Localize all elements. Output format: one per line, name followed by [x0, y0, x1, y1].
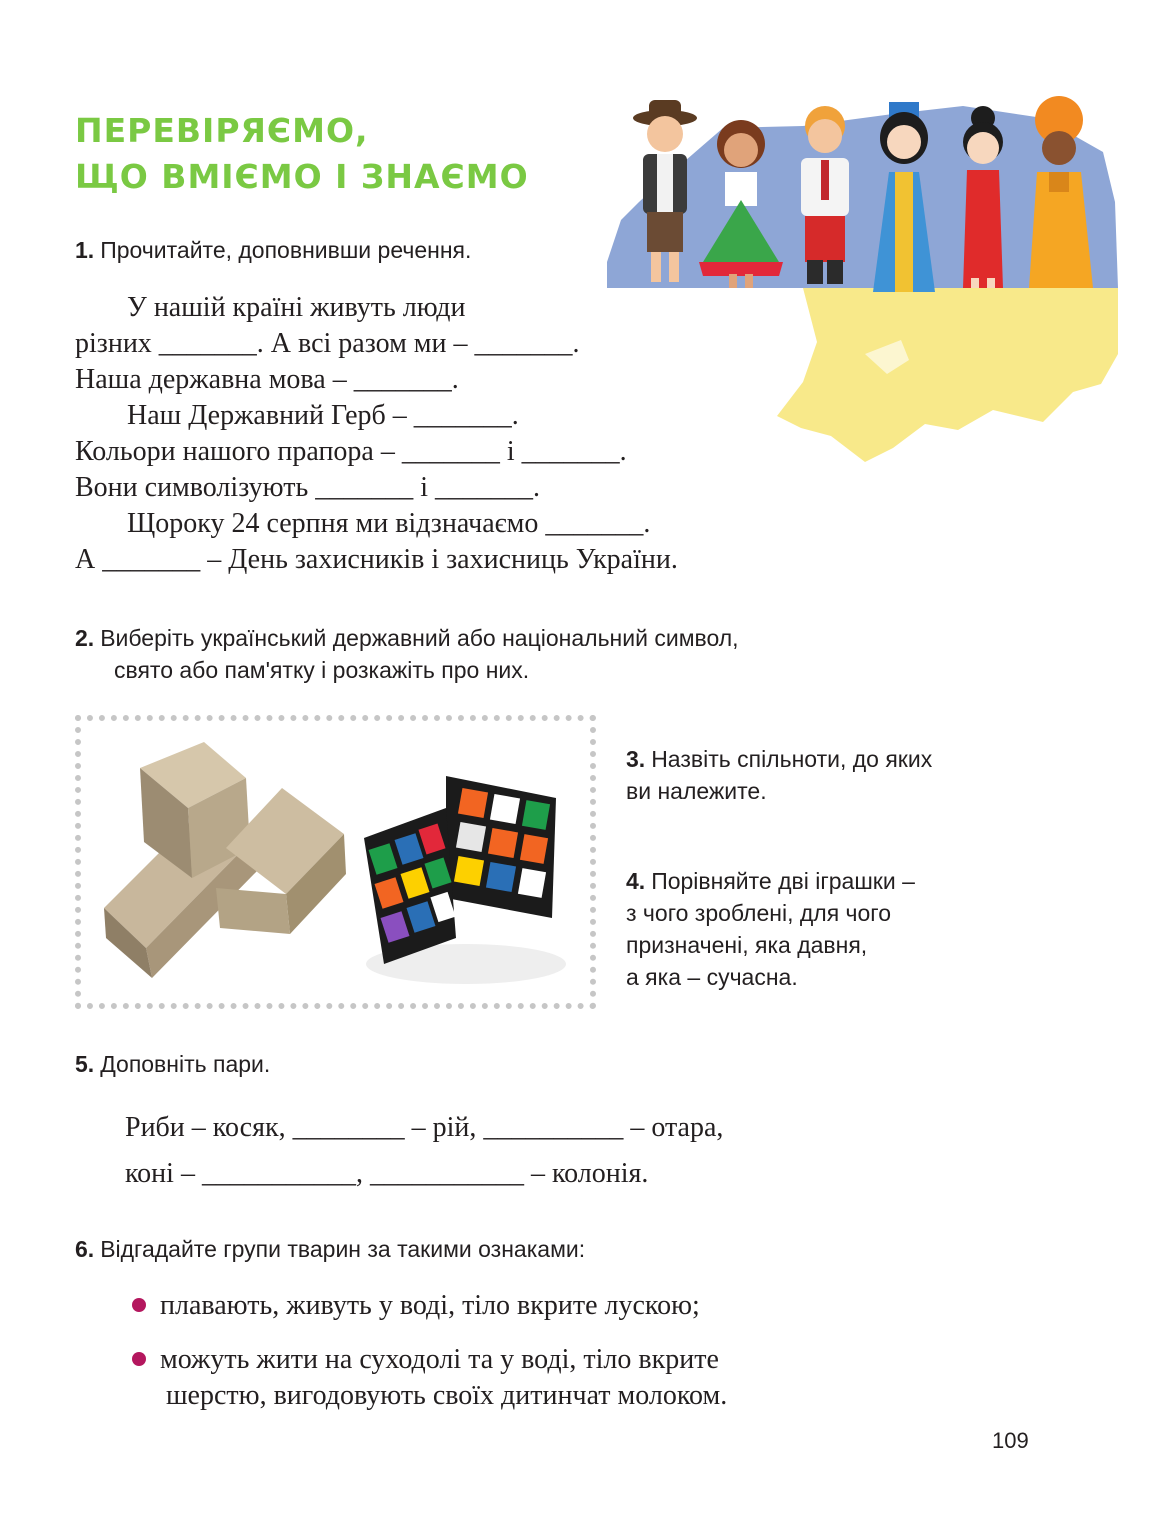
task-number: 6. — [75, 1236, 95, 1262]
sentence-line: Наша державна мова – _______. — [75, 364, 459, 395]
sentence-line: Кольори нашого прапора – _______ і _______. — [75, 436, 627, 467]
sentence-line: різних _______. А всі разом ми – _______. — [75, 328, 580, 359]
sentence-line: Вони символізують _______ і _______. — [75, 472, 540, 503]
task-5-pairs — [125, 1105, 723, 1197]
child-ukrainian-boy — [801, 106, 849, 284]
child-chinese-girl — [963, 106, 1003, 288]
task-4 — [626, 865, 915, 993]
sentence-line: Наш Державний Герб – _______. — [127, 400, 519, 431]
task-text: Доповніть пари. — [100, 1051, 271, 1077]
task-number: 3. — [626, 746, 646, 772]
task-text: ви належите. — [626, 778, 767, 804]
task-number: 5. — [75, 1051, 95, 1077]
task-6-bullets — [132, 1288, 727, 1414]
task-number: 4. — [626, 868, 646, 894]
task-text: з чого зроблені, для чого — [626, 900, 891, 926]
bullet-dot-icon — [132, 1298, 146, 1312]
task-text: а яка – сучасна. — [626, 964, 798, 990]
pairs-line: Риби – косяк, ________ – рій, __________ – отара, — [125, 1112, 724, 1143]
task-5 — [75, 1048, 270, 1080]
title-line-2: ЩО ВМІЄМО І ЗНАЄМО — [75, 157, 529, 196]
task-text: свято або пам'ятку і розкажіть про них. — [114, 657, 530, 683]
task-number: 1. — [75, 237, 95, 263]
task-text: Порівняйте дві іграшки – — [651, 868, 915, 894]
task-text: Назвіть спільноти, до яких — [651, 746, 933, 772]
bullet-text: плавають, живуть у воді, тіло вкрите лускою; — [160, 1290, 700, 1321]
bullet-dot-icon — [132, 1352, 146, 1366]
task-text: Відгадайте групи тварин за такими ознаками: — [100, 1236, 586, 1262]
task-text: Прочитайте, доповнивши речення. — [100, 237, 472, 263]
rubiks-cube-image — [356, 768, 566, 990]
page-number: 109 — [992, 1428, 1029, 1453]
task-1-sentences — [75, 290, 678, 578]
task-number: 2. — [75, 625, 95, 651]
task-2 — [75, 622, 739, 686]
bullet-text: шерстю, вигодовують своїх дитинчат молоком. — [166, 1380, 728, 1411]
sentence-line: А _______ – День захисників і захисниць України. — [75, 544, 678, 575]
page-title — [75, 108, 529, 200]
pairs-line: коні – ___________, ___________ – колонія. — [125, 1158, 649, 1189]
bullet-item — [132, 1288, 727, 1324]
task-text: Виберіть український державний або національний символ, — [100, 625, 739, 651]
wooden-puzzle-image — [96, 738, 352, 992]
children-map-illustration — [603, 92, 1123, 464]
sentence-line: У нашій країні живуть люди — [127, 292, 466, 323]
task-text: призначені, яка давня, — [626, 932, 868, 958]
task-6 — [75, 1233, 585, 1265]
bullet-text: можуть жити на суходолі та у воді, тіло вкрите — [160, 1344, 719, 1375]
title-line-1: ПЕРЕВІРЯЄМО, — [75, 111, 369, 150]
task-1 — [75, 234, 471, 266]
bullet-item — [132, 1342, 727, 1378]
sentence-line: Щороку 24 серпня ми відзначаємо _______. — [127, 508, 651, 539]
task-3 — [626, 743, 932, 807]
